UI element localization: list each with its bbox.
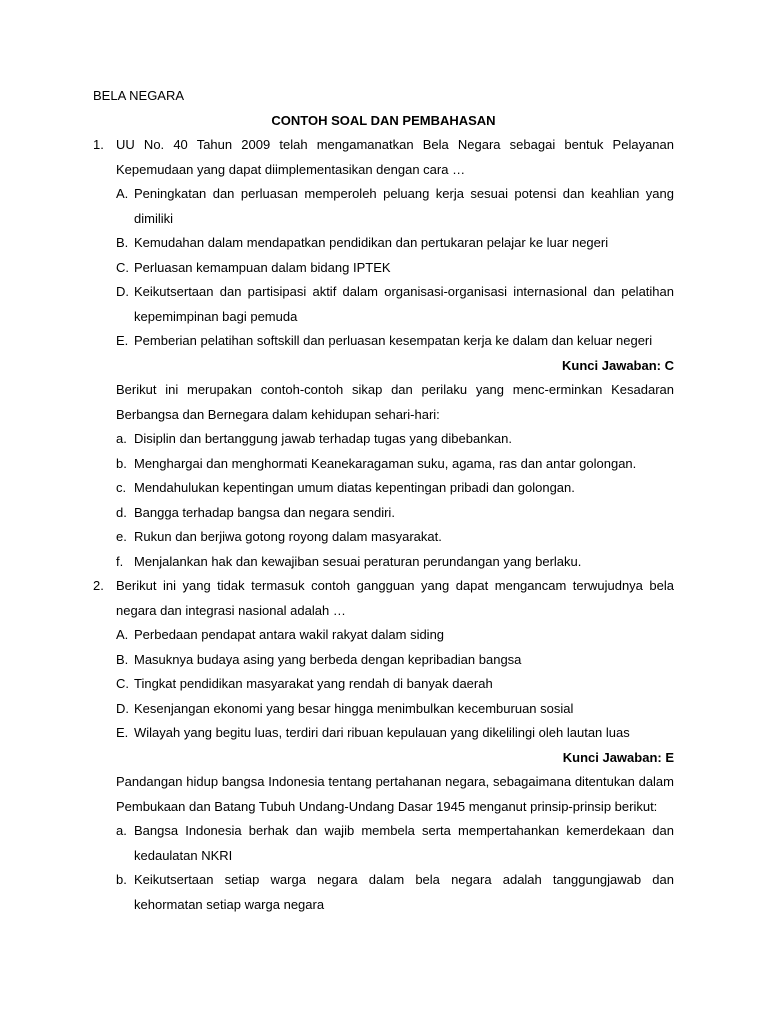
option-text: Wilayah yang begitu luas, terdiri dari ribuan kepulauan yang dikelilingi oleh lautan luas [134, 725, 630, 740]
option-item [93, 231, 674, 256]
option-item [93, 329, 674, 354]
point-text: Keikutsertaan setiap warga negara dalam bela negara adalah tanggungjawab dan kehormatan setiap warga negara [134, 872, 674, 912]
option-text: Pemberian pelatihan softskill dan perluasan kesempatan kerja ke dalam dan keluar negeri [134, 333, 653, 348]
point-text: Bangsa Indonesia berhak dan wajib membela serta mempertahankan kemerdekaan dan kedaulatan NKRI [134, 823, 674, 863]
answer-key-1: Kunci Jawaban: C [562, 357, 674, 373]
explanation-2-points [93, 819, 674, 917]
option-letter: D. [116, 700, 129, 716]
answer-key-2: Kunci Jawaban: E [562, 749, 674, 765]
option-text: Perluasan kemampuan dalam bidang IPTEK [134, 259, 391, 275]
option-item [93, 623, 674, 648]
option-text: Tingkat pendidikan masyarakat yang rendah di banyak daerah [134, 676, 493, 691]
question-1-options [93, 182, 674, 354]
question-1-text: UU No. 40 Tahun 2009 telah mengamanatkan Bela Negara sebagai bentuk Pelayanan Kepemudaan yang dapat diimplementasikan dengan cara … [116, 137, 674, 177]
point-text: Menghargai dan menghormati Keanekaragaman suku, agama, ras dan antar golongan. [134, 455, 637, 471]
option-text: Kemudahan dalam mendapatkan pendidikan dan pertukaran pelajar ke luar negeri [134, 235, 609, 250]
point-letter: b. [116, 872, 127, 887]
point-item [93, 819, 674, 868]
point-letter: c. [116, 480, 127, 495]
point-item [93, 868, 674, 917]
point-item [93, 427, 674, 452]
option-letter: E. [116, 725, 129, 740]
document-body [93, 84, 674, 917]
point-item [93, 550, 674, 575]
point-letter: a. [116, 823, 127, 838]
option-text: Kesenjangan ekonomi yang besar hingga menimbulkan kecemburuan sosial [134, 700, 574, 716]
explanation-1-points [93, 427, 674, 574]
option-letter: D. [116, 284, 129, 299]
document-title: BELA NEGARA [93, 88, 185, 103]
option-item [93, 280, 674, 329]
option-item [93, 256, 674, 281]
option-letter: B. [116, 651, 129, 667]
explanation-1: Berikut ini merupakan contoh-contoh sikap dan perilaku yang menc-erminkan Kesadaran Berbangsa dan Bernegara dalam kehidupan sehari-hari: [116, 382, 674, 422]
point-letter: a. [116, 431, 127, 446]
section-heading: CONTOH SOAL DAN PEMBAHASAN [271, 112, 496, 128]
option-letter: C. [116, 676, 129, 691]
point-item [93, 501, 674, 526]
option-letter: A. [116, 186, 129, 201]
question-2-number: 2. [93, 578, 104, 593]
question-1-number: 1. [93, 137, 104, 152]
point-text: Disiplin dan bertanggung jawab terhadap tugas yang dibebankan. [134, 431, 513, 446]
point-item [93, 452, 674, 477]
option-letter: E. [116, 333, 129, 348]
question-2-options [93, 623, 674, 746]
point-letter: b. [116, 455, 127, 471]
option-item [93, 648, 674, 673]
point-text: Rukun dan berjiwa gotong royong dalam masyarakat. [134, 529, 442, 544]
option-text: Keikutsertaan dan partisipasi aktif dalam organisasi-organisasi internasional dan pelatihan kepemimpinan bagi pemuda [134, 284, 674, 324]
option-item [93, 697, 674, 722]
point-text: Bangga terhadap bangsa dan negara sendiri. [134, 504, 395, 520]
option-item [93, 672, 674, 697]
option-text: Perbedaan pendapat antara wakil rakyat dalam siding [134, 627, 445, 642]
option-item [93, 182, 674, 231]
point-letter: e. [116, 529, 127, 544]
option-text: Peningkatan dan perluasan memperoleh peluang kerja sesuai potensi dan keahlian yang dimiliki [134, 186, 674, 226]
option-letter: C. [116, 259, 129, 275]
point-text: Menjalankan hak dan kewajiban sesuai peraturan perundangan yang berlaku. [134, 553, 582, 569]
option-letter: B. [116, 235, 129, 250]
point-text: Mendahulukan kepentingan umum diatas kepentingan pribadi dan golongan. [134, 480, 575, 495]
point-item [93, 476, 674, 501]
option-item [93, 721, 674, 746]
question-2 [93, 574, 674, 623]
option-text: Masuknya budaya asing yang berbeda dengan kepribadian bangsa [134, 651, 522, 667]
point-letter: f. [116, 553, 124, 569]
explanation-2: Pandangan hidup bangsa Indonesia tentang pertahanan negara, sebagaimana ditentukan dalam Pembukaan dan Batang Tubuh Undang-Undang Dasar 1945 menganut prinsip-prinsip berikut: [116, 774, 674, 814]
point-item [93, 525, 674, 550]
question-2-text: Berikut ini yang tidak termasuk contoh gangguan yang dapat mengancam terwujudnya bela negara dan integrasi nasional adalah … [116, 578, 674, 618]
point-letter: d. [116, 504, 127, 520]
question-1 [93, 133, 674, 182]
option-letter: A. [116, 627, 129, 642]
